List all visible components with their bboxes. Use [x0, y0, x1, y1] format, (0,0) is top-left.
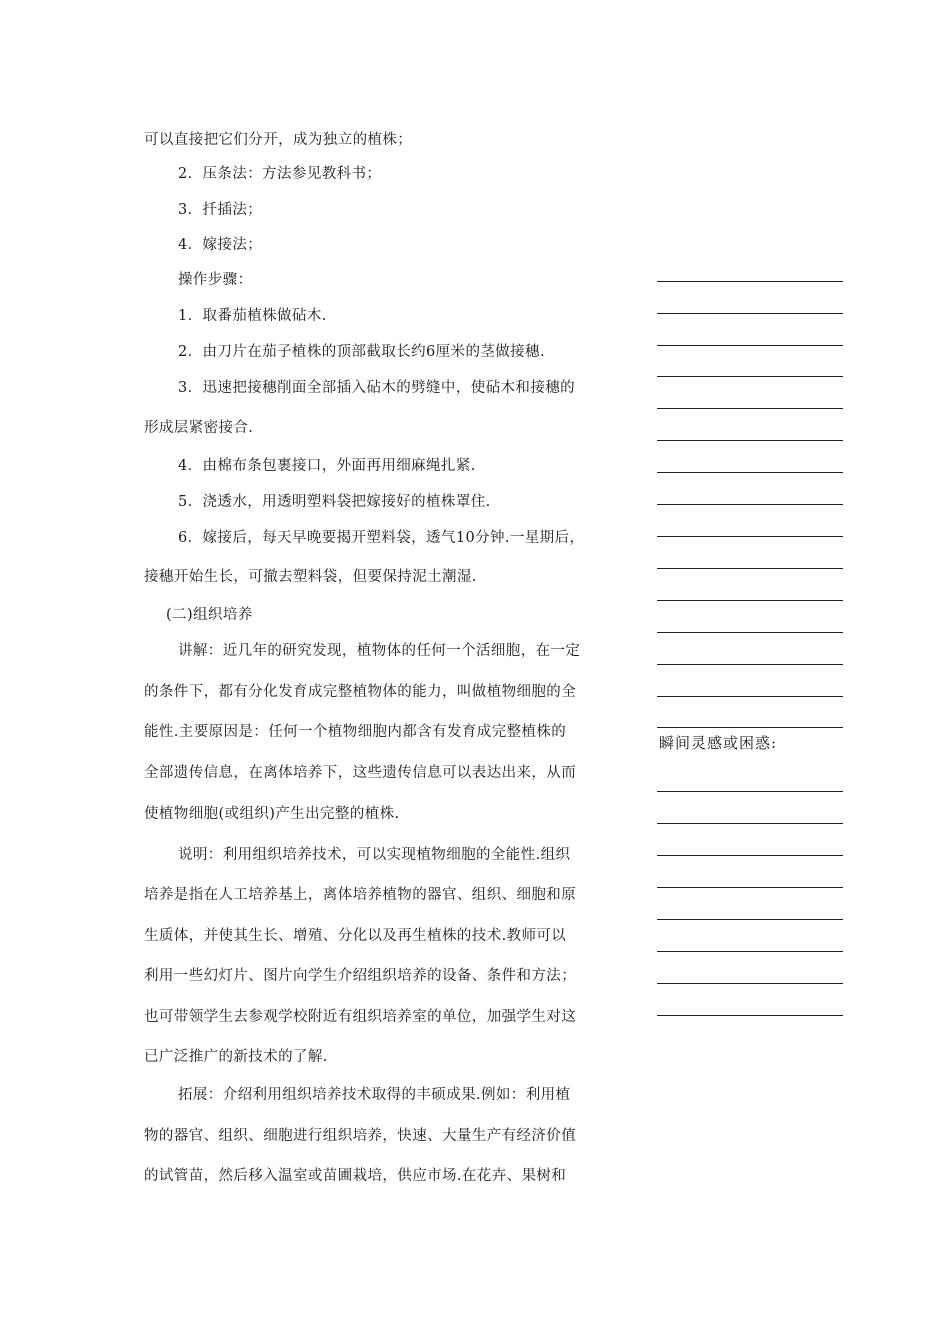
note-line	[657, 345, 843, 346]
text-line: 拓展：介绍利用组织培养技术取得的丰硕成果.例如：利用植	[178, 1087, 571, 1103]
text-line: 讲解：近几年的研究发现，植物体的任何一个活细胞，在一定	[178, 643, 581, 659]
text-line: 形成层紧密接合.	[144, 420, 254, 436]
text-line: 的试管苗，然后移入温室或苗圃栽培，供应市场.在花卉、果树和	[144, 1168, 567, 1184]
note-line	[657, 823, 843, 824]
note-line	[657, 632, 843, 633]
note-line	[657, 791, 843, 792]
text-line: 4．嫁接法；	[178, 237, 263, 253]
note-line	[657, 281, 843, 282]
text-line: 可以直接把它们分开，成为独立的植株；	[144, 132, 413, 148]
text-line: 1．取番茄植株做砧木.	[178, 308, 327, 324]
text-line: 也可带领学生去参观学校附近有组织培养室的单位，加强学生对这	[144, 1009, 577, 1025]
note-line	[657, 855, 843, 856]
note-line	[657, 600, 843, 601]
text-line: 生质体，并使其生长、增殖、分化以及再生植株的技术.教师可以	[144, 928, 567, 944]
note-line	[657, 408, 843, 409]
note-line	[657, 440, 843, 441]
text-line: 物的器官、组织、细胞进行组织培养，快速、大量生产有经济价值	[144, 1128, 577, 1144]
text-line: 操作步骤：	[178, 272, 253, 288]
note-line	[657, 313, 843, 314]
text-line: 能性.主要原因是：任何一个植物细胞内都含有发育成完整植株的	[144, 724, 567, 740]
text-line: 3．迅速把接穗削面全部插入砧木的劈缝中，使砧木和接穗的	[178, 380, 576, 396]
text-line: 使植物细胞(或组织)产生出完整的植株.	[144, 806, 400, 822]
section-heading: (二)组织培养	[166, 607, 253, 623]
note-line	[657, 919, 843, 920]
text-line: 接穗开始生长，可撤去塑料袋，但要保持泥土潮湿.	[144, 569, 477, 585]
note-line	[657, 664, 843, 665]
note-line	[657, 504, 843, 505]
text-line: 5．浇透水，用透明塑料袋把嫁接好的植株罩住.	[178, 494, 491, 510]
text-line: 已广泛推广的新技术的了解.	[144, 1049, 328, 1065]
text-line: 4．由棉布条包裹接口，外面再用细麻绳扎紧.	[178, 458, 476, 474]
text-line: 全部遗传信息，在离体培养下，这些遗传信息可以表达出来，从而	[144, 765, 577, 781]
text-line: 2．压条法：方法参见教科书；	[178, 166, 382, 182]
note-line	[657, 536, 843, 537]
note-line	[657, 727, 843, 728]
note-line	[657, 887, 843, 888]
note-line	[657, 568, 843, 569]
note-line	[657, 951, 843, 952]
note-line	[657, 1015, 843, 1016]
note-line	[657, 376, 843, 377]
note-line	[657, 983, 843, 984]
text-line: 3．扦插法；	[178, 202, 263, 218]
inspiration-heading: 瞬间灵感或困惑:	[659, 734, 778, 752]
text-line: 利用一些幻灯片、图片向学生介绍组织培养的设备、条件和方法；	[144, 968, 577, 984]
note-line	[657, 696, 843, 697]
note-line	[657, 472, 843, 473]
text-line: 的条件下，都有分化发育成完整植物体的能力，叫做植物细胞的全	[144, 684, 577, 700]
text-line: 说明：利用组织培养技术，可以实现植物细胞的全能性.组织	[178, 847, 571, 863]
text-line: 2．由刀片在茄子植株的顶部截取长约6厘米的茎做接穗.	[178, 344, 545, 360]
text-line: 6．嫁接后，每天早晚要揭开塑料袋，透气10分钟.一星期后，	[178, 530, 585, 546]
text-line: 培养是指在人工培养基上，离体培养植物的器官、组织、细胞和原	[144, 887, 577, 903]
